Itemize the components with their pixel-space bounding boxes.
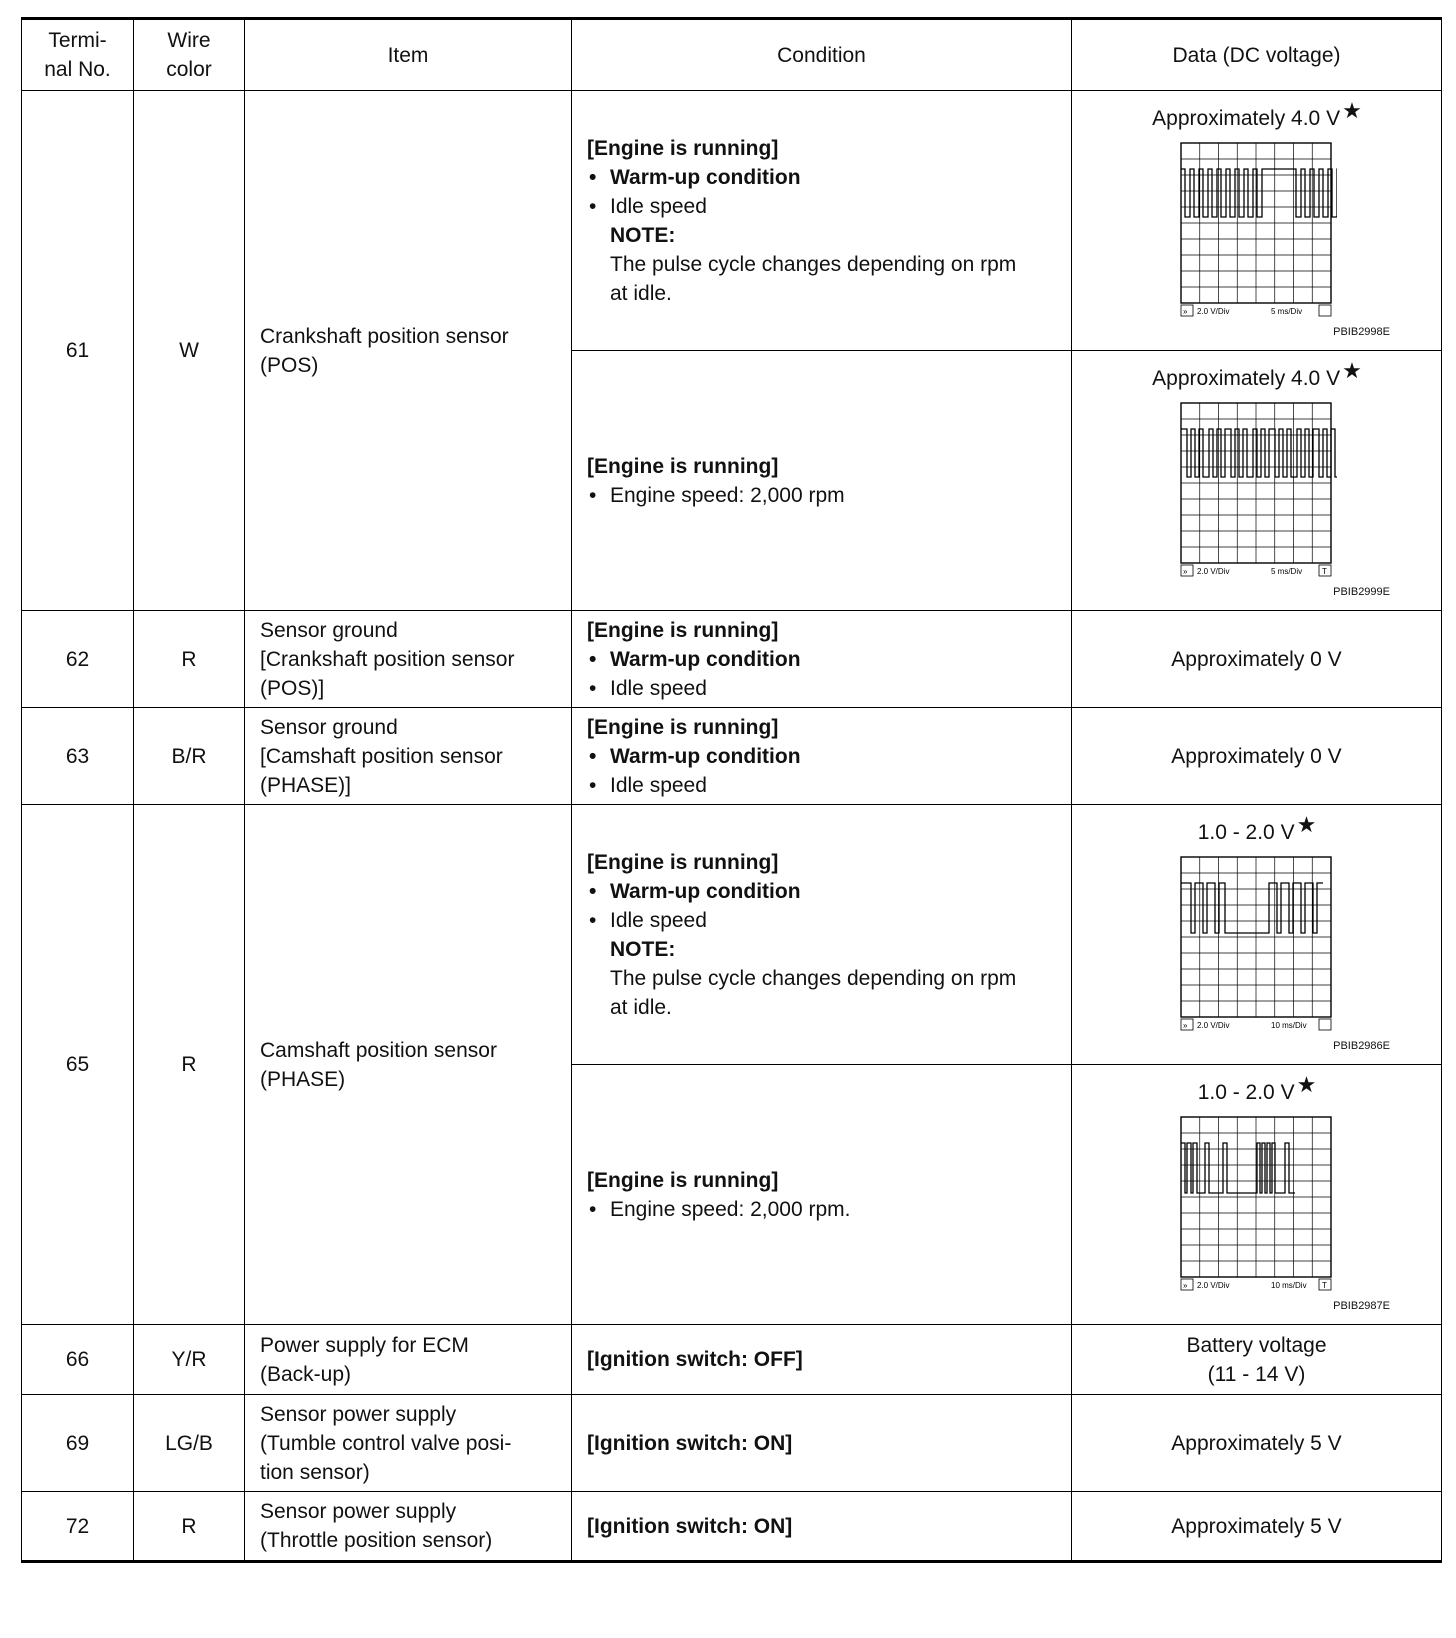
terminal-number: 66 <box>22 1325 134 1395</box>
oscilloscope-waveform <box>1177 399 1337 579</box>
header-data: Data (DC voltage) <box>1072 19 1442 91</box>
item-description: Sensor power supply (Throttle position sensor) <box>245 1492 572 1562</box>
condition-header: [Engine is running] <box>587 715 779 739</box>
scope-trigger-marker: T <box>1322 1280 1327 1290</box>
star-icon: ★ <box>1342 357 1362 383</box>
condition-header: [Engine is running] <box>587 850 779 874</box>
condition-header: [Engine is running] <box>587 136 779 160</box>
voltage-value: Approximately 4.0 V <box>1152 366 1341 390</box>
data-cell <box>1072 1065 1442 1325</box>
terminal-number: 63 <box>22 708 134 805</box>
table-row <box>22 805 1442 1065</box>
condition-cell <box>572 351 1072 611</box>
data-value: Approximately 5 V <box>1072 1492 1442 1562</box>
scope-volt-div: 2.0 V/Div <box>1197 1280 1230 1290</box>
condition-bullet: • Idle speed <box>587 771 1063 800</box>
scope-grid <box>1181 403 1331 563</box>
scope-grid <box>1181 143 1331 303</box>
condition-header: [Engine is running] <box>587 618 779 642</box>
note-label: NOTE: <box>610 223 676 247</box>
svg-text:»: » <box>1183 1020 1188 1030</box>
figure-id: PBIB2986E <box>1333 1039 1390 1052</box>
condition-header: [Engine is running] <box>587 454 779 478</box>
pulse-trace <box>1181 429 1337 477</box>
condition-cell <box>572 1395 1072 1492</box>
scope-volt-div: 2.0 V/Div <box>1197 566 1230 576</box>
terminal-number: 65 <box>22 805 134 1325</box>
star-icon: ★ <box>1342 97 1362 123</box>
data-cell <box>1072 351 1442 611</box>
pulse-trace <box>1181 1143 1295 1193</box>
data-cell <box>1072 805 1442 1065</box>
data-cell <box>1072 91 1442 351</box>
terminal-data-table-page <box>21 17 1441 1563</box>
condition-header: [Engine is running] <box>587 1168 779 1192</box>
item-description: Sensor ground [Crankshaft position sensor (POS)] <box>245 611 572 708</box>
table-row <box>22 91 1442 351</box>
condition-bullet: • Warm-up condition <box>587 645 1063 674</box>
scope-trigger-marker: T <box>1322 566 1327 576</box>
scope-time-div: 10 ms/Div <box>1271 1280 1307 1290</box>
table-row <box>22 708 1442 805</box>
condition-header: [Ignition switch: ON] <box>587 1514 793 1538</box>
wire-color: LG/B <box>134 1395 245 1492</box>
condition-bullet: • Idle speed <box>587 674 1063 703</box>
wire-color: R <box>134 611 245 708</box>
svg-text:»: » <box>1183 1280 1188 1290</box>
header-item: Item <box>245 19 572 91</box>
voltage-value: 1.0 - 2.0 V <box>1197 1080 1295 1104</box>
terminal-number: 69 <box>22 1395 134 1492</box>
svg-text:»: » <box>1183 566 1188 576</box>
wire-color: B/R <box>134 708 245 805</box>
oscilloscope-waveform <box>1177 1113 1337 1293</box>
wire-color: R <box>134 805 245 1325</box>
condition-bullet: • Engine speed: 2,000 rpm. <box>587 1195 1063 1224</box>
condition-cell <box>572 805 1072 1065</box>
scope-volt-div: 2.0 V/Div <box>1197 1020 1230 1030</box>
condition-cell <box>572 1325 1072 1395</box>
pulse-trace <box>1181 883 1323 933</box>
table-row <box>22 1395 1442 1492</box>
oscilloscope-waveform <box>1177 853 1337 1033</box>
data-value: Battery voltage (11 - 14 V) <box>1072 1325 1442 1395</box>
condition-cell <box>572 1065 1072 1325</box>
condition-header: [Ignition switch: ON] <box>587 1431 793 1455</box>
condition-cell <box>572 1492 1072 1562</box>
condition-cell <box>572 708 1072 805</box>
wire-color: W <box>134 91 245 611</box>
scope-volt-div: 2.0 V/Div <box>1197 306 1230 316</box>
data-value: Approximately 5 V <box>1072 1395 1442 1492</box>
condition-bullet: • Engine speed: 2,000 rpm <box>587 481 1063 510</box>
condition-bullet: • Warm-up condition <box>587 742 1063 771</box>
condition-bullet: • Warm-up condition <box>587 877 1063 906</box>
item-description: Sensor power supply (Tumble control valve posi- tion sensor) <box>245 1395 572 1492</box>
wire-color: R <box>134 1492 245 1562</box>
star-icon: ★ <box>1296 811 1317 837</box>
header-wire-color: Wire color <box>134 19 245 91</box>
scope-grid <box>1181 1117 1331 1277</box>
oscilloscope-waveform <box>1177 139 1337 319</box>
scope-time-div: 5 ms/Div <box>1271 566 1303 576</box>
scope-time-div: 5 ms/Div <box>1271 306 1303 316</box>
table-header-row <box>22 19 1442 91</box>
data-value: Approximately 0 V <box>1072 611 1442 708</box>
terminal-number: 62 <box>22 611 134 708</box>
terminal-data-table <box>21 17 1442 1563</box>
data-value: Approximately 0 V <box>1072 708 1442 805</box>
voltage-value: Approximately 4.0 V <box>1152 106 1341 130</box>
table-row <box>22 1492 1442 1562</box>
pulse-trace <box>1181 169 1337 217</box>
figure-id: PBIB2987E <box>1333 1299 1390 1312</box>
condition-bullet: • Idle speed <box>587 906 1063 935</box>
condition-bullet: • Idle speed <box>587 192 1063 221</box>
condition-cell <box>572 91 1072 351</box>
note-text: The pulse cycle changes depending on rpm at idle. <box>610 966 1017 1019</box>
condition-header: [Ignition switch: OFF] <box>587 1348 803 1371</box>
item-description: Power supply for ECM (Back-up) <box>245 1325 572 1395</box>
figure-id: PBIB2999E <box>1333 585 1390 598</box>
condition-cell <box>572 611 1072 708</box>
item-description: Sensor ground [Camshaft position sensor (PHASE)] <box>245 708 572 805</box>
star-icon: ★ <box>1296 1071 1317 1097</box>
terminal-number: 72 <box>22 1492 134 1562</box>
svg-text:»: » <box>1183 306 1188 316</box>
item-description: Camshaft position sensor (PHASE) <box>245 805 572 1325</box>
table-row <box>22 1325 1442 1395</box>
scope-time-div: 10 ms/Div <box>1271 1020 1307 1030</box>
scope-grid <box>1181 857 1331 1017</box>
note-label: NOTE: <box>610 937 676 961</box>
item-description: Crankshaft position sensor (POS) <box>245 91 572 611</box>
table-row <box>22 611 1442 708</box>
header-terminal-no: Termi- nal No. <box>22 19 134 91</box>
condition-bullet: • Warm-up condition <box>587 163 1063 192</box>
terminal-number: 61 <box>22 91 134 611</box>
note-text: The pulse cycle changes depending on rpm at idle. <box>610 252 1017 305</box>
voltage-value: 1.0 - 2.0 V <box>1197 820 1295 844</box>
figure-id: PBIB2998E <box>1333 325 1390 338</box>
header-condition: Condition <box>572 19 1072 91</box>
wire-color: Y/R <box>134 1325 245 1395</box>
